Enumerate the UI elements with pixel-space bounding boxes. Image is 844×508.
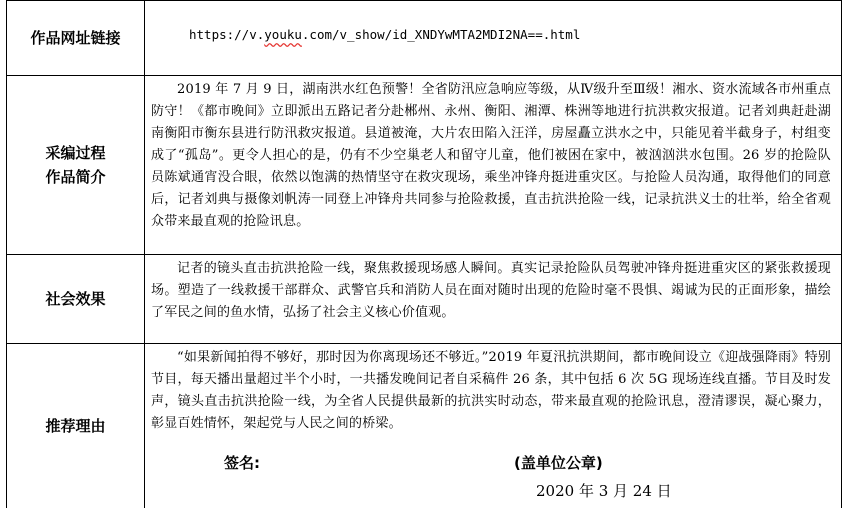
effect-row-content xyxy=(145,255,841,343)
url-row-content xyxy=(145,1,841,75)
process-row-label: 采编过程 作品简介 xyxy=(7,76,145,254)
stamp-label: (盖单位公章) xyxy=(514,454,603,472)
process-row xyxy=(6,76,842,255)
reason-text: “如果新闻拍得不够好，那时因为你离现场还不够近。”2019 年夏汛抗洪期间，都市晚间设立《迎战强降雨》特别节目，每天播出量超过半个小时，一共播发晚间记者自采稿件 26 条，其中包括 6 次 5G 现场连线直播。节目及时发声，镜头直击抗洪抢险一线，为全省人民提供最新的抗洪实时动态，带来最直观的抢险讯息，澄清谬误，凝心聚力，彰显百姓情怀，架起党与人民之间的桥梁。 xyxy=(151,350,831,431)
reason-row-content xyxy=(145,344,841,508)
process-row-content xyxy=(145,76,841,254)
reason-row xyxy=(6,344,842,508)
url-row-label: 作品网址链接 xyxy=(7,1,145,75)
signature-label: 签名: xyxy=(224,454,260,472)
effect-text: 记者的镜头直击抗洪抢险一线，聚焦救援现场感人瞬间。真实记录抢险队员驾驶冲锋舟挺进重灾区的紧张救援现场。塑造了一线救援干部群众、武警官兵和消防人员在面对随时出现的危险时毫不畏惧、竭诚为民的正面形象，描绘了军民之间的鱼水情，弘扬了社会主义核心价值观。 xyxy=(151,261,831,320)
recommendation-form xyxy=(6,0,842,508)
reason-row-label: 推荐理由 xyxy=(7,344,145,508)
process-text: 2019 年 7 月 9 日，湖南洪水红色预警！全省防汛应急响应等级，从Ⅳ级升至Ⅲ级！湘水、资水流域各市州重点防守！《都市晚间》立即派出五路记者分赴郴州、永州、衡阳、湘潭、株洲等地进行抗洪救灾报道。记者刘典赶赴湖南衡阳市衡东县进行防汛救灾报道。县道被淹，大片农田陷入汪洋，房屋矗立洪水之中，只能见着半截身子，村组变成了“孤岛”。更令人担心的是，仍有不少空巢老人和留守儿童，他们被困在家中，被汹汹洪水包围。26 岁的抢险队员陈斌通宵没合眼，依然以饱满的热情坚守在救灾现场，乘坐冲锋舟挺进重灾区。与抢险人员沟通，取得他们的同意后，记者刘典与摄像刘帆涛一同登上冲锋舟共同参与抢险救援，直击抗洪抢险一线，记录抗洪义士的壮举，给全省观众带来最直观的抢险讯息。 xyxy=(151,82,831,229)
effect-row-label: 社会效果 xyxy=(7,255,145,343)
work-url-link[interactable]: https://v.youku.com/v_show/id_XNDYwMTA2MDI2NA==.html xyxy=(189,27,581,42)
effect-row xyxy=(6,255,842,344)
sign-date: 2020 年 3 月 24 日 xyxy=(536,482,672,500)
url-row xyxy=(6,0,842,76)
